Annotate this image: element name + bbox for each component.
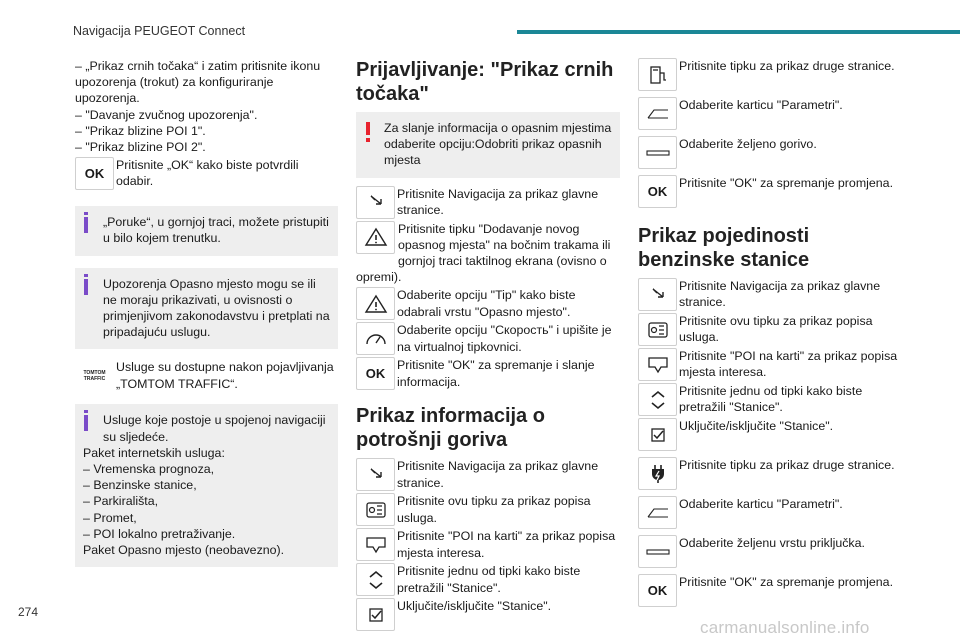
step-text: Usluge su dostupne nakon pojavljivanja „TOMTOM TRAFFIC“. [116,360,334,391]
list-item: – "Davanje zvučnog upozorenja". [75,107,258,122]
step-text: Odaberite željeno gorivo. [679,137,817,151]
poi-map-icon [638,348,677,381]
step [356,221,620,286]
step-text: Odaberite željenu vrstu priključka. [679,536,865,550]
navigation-arrow-icon [356,186,395,219]
tomtom-step [75,359,338,392]
header-accent-bar [517,30,960,34]
step [356,598,620,631]
ev-charging-icon [638,457,677,490]
step-text: Odaberite karticu "Parametri". [679,98,843,112]
chevron-up-down-icon [356,563,395,596]
tomtom-traffic-icon: TOMTOM TRAFFIC [75,359,114,392]
info-box [75,268,338,350]
navigation-arrow-icon [356,458,395,491]
header-title: Navigacija PEUGEOT Connect [73,24,246,38]
step-text: Pritisnite tipku "Dodavanje novog opasnog mjesta" na bočnim trakama ili gornjoj traci taktilnog ekrana (ovisno o opremi). [356,221,611,285]
list-item: Paket Opasno mjesto (neobavezno). [83,543,285,558]
list-item: – Promet, [83,510,137,525]
step-text: Odaberite karticu "Parametri". [679,497,843,511]
step [356,563,620,596]
info-text: Upozorenja Opasno mjesto mogu se ili ne moraju prikazivati, u ovisnosti o primjenjivom zakonodavstvu i pretplati na pripadajuću uslugu. [103,276,330,340]
info-icon [84,279,88,295]
watermark: carmanualsonline.info [700,618,870,637]
step-text: Pritisnite "POI na karti" za prikaz popisa mjesta interesa. [679,349,898,380]
step-text: Pritisnite "POI na karti" za prikaz popisa mjesta interesa. [397,529,616,560]
checkbox-icon [638,418,677,451]
step [356,287,620,320]
step [356,528,620,561]
selection-bar-icon [638,535,677,568]
step [638,535,903,568]
step-text: Pritisnite jednu od tipki kako biste pretražili "Stanice". [397,564,581,595]
step [638,457,903,490]
info-text: Usluge koje postoje u spojenoj navigaciji su sljedeće. [103,413,326,444]
list-item: – Parkirališta, [83,494,159,509]
step-text: Pritisnite "OK" za spremanje promjena. [679,176,894,190]
ok-button-icon: OK [75,157,114,190]
step-text: Odaberite opciju "Tip" kako biste odabrali vrstu "Opasno mjesto". [397,288,576,319]
step [638,383,903,416]
step [356,357,620,390]
step-text: Pritisnite Navigacija za prikaz glavne stranice. [397,186,599,217]
step-text: Pritisnite tipku za prikaz druge stranice. [679,458,895,472]
step [638,418,903,451]
step-text: Pritisnite jednu od tipki kako biste pretražili "Stanice". [679,384,863,415]
ok-button-icon: OK [638,574,677,607]
step [638,496,903,529]
step-text: Uključite/isključite "Stanice". [397,599,552,614]
ok-step [75,157,338,190]
services-list-icon [638,313,677,346]
step [638,97,903,130]
column-2 [356,58,620,631]
step-text: Uključite/isključite "Stanice". [679,419,834,433]
navigation-arrow-icon [638,278,677,311]
list-item: – POI lokalno pretraživanje. [83,526,236,541]
list-item: – "Prikaz blizine POI 1". [75,123,206,138]
step-text: Pritisnite "OK" za spremanje i slanje informacija. [397,358,595,389]
column-3 [638,58,903,607]
step [638,348,903,381]
section-title: Prijavljivanje: "Prikaz crnih točaka" [356,59,614,105]
info-box [75,404,338,567]
info-text: „Poruke“, u gornjoj traci, možete pristupiti u bilo kojem trenutku. [103,215,329,246]
step [638,313,903,346]
step-text: Pritisnite ovu tipku za prikaz popisa usluga. [397,494,591,525]
warning-triangle-icon [356,221,395,254]
step [638,278,903,311]
step [356,186,620,219]
list-item: – „Prikaz crnih točaka“ i zatim pritisnite ikonu upozorenja (trokut) za konfiguriranje upozorenja. [75,59,321,106]
step [638,175,903,208]
checkbox-icon [356,598,395,631]
column-1 [75,58,338,567]
ok-button-icon: OK [356,357,395,390]
services-list-icon [356,493,395,526]
step [638,574,903,607]
warning-icon [366,122,370,135]
section-title: Prikaz informacija o potrošnji goriva [356,405,545,452]
ok-button-icon: OK [638,175,677,208]
chevron-up-down-icon [638,383,677,416]
intro-list [75,58,338,155]
list-item: – Vremenska prognoza, [83,462,215,477]
settings-tab-icon [638,496,677,529]
fuel-pump-icon [638,58,677,91]
warning-box [356,112,620,178]
step [356,322,620,355]
step-text: Pritisnite "OK" za spremanje promjena. [679,575,894,589]
list-item: Paket internetskih usluga: [83,445,225,460]
step-text: Pritisnite „OK“ kako biste potvrdili odabir. [116,158,299,189]
list-item: – "Prikaz blizine POI 2". [75,140,206,155]
step [638,58,903,91]
list-item: – Benzinske stanice, [83,478,197,493]
step-text: Pritisnite ovu tipku za prikaz popisa usluga. [679,314,873,345]
warning-triangle-icon [356,287,395,320]
settings-tab-icon [638,97,677,130]
step [638,136,903,169]
step-text: Pritisnite tipku za prikaz druge stranice. [679,59,895,73]
info-icon [84,217,88,233]
step-text: Odaberite opciju "Скорость" i upišite je na virtualnoj tipkovnici. [397,323,612,354]
info-icon [84,415,88,431]
step [356,458,620,491]
speedometer-icon [356,322,395,355]
step [356,493,620,526]
section-title: Prikaz pojedinosti benzinske stanice [638,225,810,271]
info-box [75,206,338,255]
poi-map-icon [356,528,395,561]
step-text: Pritisnite Navigacija za prikaz glavne stranice. [397,459,599,490]
page-number: 274 [18,605,39,619]
step-text: Pritisnite Navigacija za prikaz glavne stranice. [679,279,881,310]
selection-bar-icon [638,136,677,169]
warning-text: Za slanje informacija o opasnim mjestima odaberite opciju:Odobriti prikaz opasnih mjesta [384,121,612,168]
